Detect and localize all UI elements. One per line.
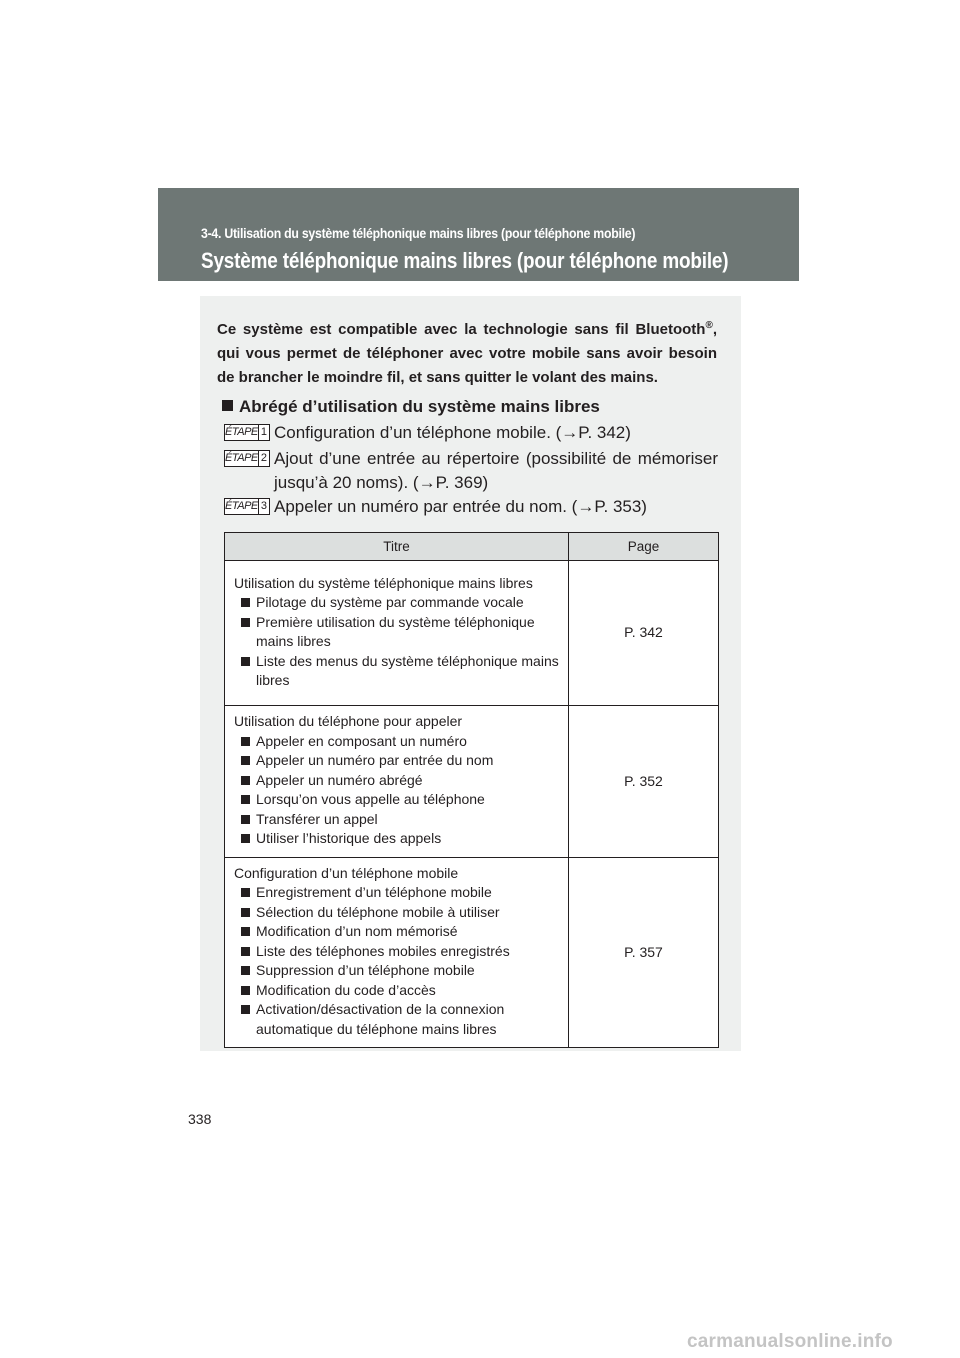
topic-items bbox=[234, 883, 562, 1039]
step-text: Ajout d’une entrée au répertoire (possibilité de mémoriser jusqu’à 20 noms). (→P. 369) bbox=[274, 449, 718, 492]
table-header-row bbox=[225, 533, 719, 561]
step-label: ÉTAPE bbox=[225, 452, 258, 464]
column-header-page: Page bbox=[569, 533, 719, 561]
column-header-title: Titre bbox=[225, 533, 569, 561]
list-item-text: Activation/désactivation de la connexion automatique du téléphone mains libres bbox=[256, 1001, 505, 1037]
list-item-text: Suppression d’un téléphone mobile bbox=[256, 962, 475, 978]
list-item bbox=[234, 829, 562, 849]
content-panel bbox=[200, 296, 741, 1051]
list-item bbox=[234, 613, 562, 652]
step-label: ÉTAPE bbox=[225, 500, 258, 512]
topic-items bbox=[234, 732, 562, 849]
list-item-text: Liste des menus du système téléphonique mains libres bbox=[256, 652, 559, 688]
chapter-header bbox=[158, 188, 799, 281]
table-row bbox=[225, 561, 719, 706]
list-item bbox=[234, 903, 562, 923]
topic-cell bbox=[225, 857, 569, 1048]
list-item bbox=[234, 961, 562, 981]
table-row bbox=[225, 706, 719, 858]
page-title: Système téléphonique mains libres (pour téléphone mobile) bbox=[201, 248, 729, 273]
list-item bbox=[234, 593, 562, 613]
table-row bbox=[225, 857, 719, 1048]
registered-mark: ® bbox=[705, 320, 713, 331]
square-bullet-icon bbox=[241, 815, 250, 824]
square-bullet-icon bbox=[241, 657, 250, 666]
square-bullet-icon bbox=[241, 598, 250, 607]
list-item-text: Utiliser l’historique des appels bbox=[256, 830, 442, 846]
step-number: 3 bbox=[258, 499, 269, 514]
page-ref: P. 342 bbox=[569, 561, 719, 706]
step-number: 1 bbox=[258, 425, 269, 440]
list-item bbox=[234, 732, 562, 752]
topic-items bbox=[234, 593, 562, 691]
list-item-text: Enregistrement d’un téléphone mobile bbox=[256, 884, 492, 900]
list-item bbox=[234, 1000, 562, 1039]
list-item-text: Appeler un numéro par entrée du nom bbox=[256, 752, 494, 768]
square-bullet-icon bbox=[241, 947, 250, 956]
step-badge bbox=[224, 498, 270, 515]
square-bullet-icon bbox=[241, 795, 250, 804]
square-bullet-icon bbox=[241, 618, 250, 627]
list-item bbox=[234, 883, 562, 903]
square-bullet-icon bbox=[222, 400, 233, 411]
section-heading: 3-4. Utilisation du système téléphonique mains libres (pour téléphone mobile) bbox=[201, 225, 636, 241]
topic-title: Utilisation du téléphone pour appeler bbox=[234, 713, 463, 729]
square-bullet-icon bbox=[241, 888, 250, 897]
square-bullet-icon bbox=[241, 737, 250, 746]
square-bullet-icon bbox=[241, 1005, 250, 1014]
list-item-text: Appeler en composant un numéro bbox=[256, 732, 467, 749]
list-item bbox=[234, 652, 562, 691]
step-badge bbox=[224, 424, 270, 441]
step-label: ÉTAPE bbox=[225, 426, 258, 438]
topic-title: Utilisation du système téléphonique mains libres bbox=[234, 574, 533, 591]
list-item-text: Lorsqu’on vous appelle au téléphone bbox=[256, 791, 485, 807]
list-item bbox=[234, 810, 562, 830]
topic-title: Configuration d’un téléphone mobile bbox=[234, 864, 459, 881]
list-item bbox=[234, 790, 562, 810]
step-number: 2 bbox=[258, 451, 269, 466]
page-ref: P. 357 bbox=[569, 857, 719, 1048]
list-item bbox=[234, 942, 562, 962]
step-text: Appeler un numéro par entrée du nom. (→P. 353) bbox=[274, 497, 647, 516]
square-bullet-icon bbox=[241, 966, 250, 975]
square-bullet-icon bbox=[241, 834, 250, 843]
topic-cell bbox=[225, 561, 569, 706]
step-text: Configuration d’un téléphone mobile. (→P. 342) bbox=[274, 423, 631, 442]
list-item-text: Transférer un appel bbox=[256, 810, 378, 827]
square-bullet-icon bbox=[241, 776, 250, 785]
list-item bbox=[234, 751, 562, 771]
list-item bbox=[234, 771, 562, 791]
step-badge bbox=[224, 450, 270, 467]
watermark[interactable]: carmanualsonline.info bbox=[687, 1331, 893, 1352]
list-item-text: Modification d’un nom mémorisé bbox=[256, 923, 458, 939]
contents-table bbox=[224, 532, 719, 1048]
list-item-text: Modification du code d’accès bbox=[256, 981, 436, 998]
page-ref: P. 352 bbox=[569, 706, 719, 858]
subheading bbox=[222, 397, 600, 417]
list-item-text: Liste des téléphones mobiles enregistrés bbox=[256, 942, 510, 959]
intro-paragraph bbox=[217, 318, 717, 390]
page-number: 338 bbox=[188, 1111, 212, 1127]
subheading-text: Abrégé d’utilisation du système mains libres bbox=[239, 397, 600, 416]
square-bullet-icon bbox=[241, 927, 250, 936]
square-bullet-icon bbox=[241, 908, 250, 917]
list-item-text: Pilotage du système par commande vocale bbox=[256, 594, 524, 610]
intro-text-continued: , qui vous permet de téléphoner avec votre mobile sans avoir besoin de brancher le moindre fil, et sans quitter le volant des mains. bbox=[217, 321, 717, 386]
list-item-text: Appeler un numéro abrégé bbox=[256, 771, 423, 788]
square-bullet-icon bbox=[241, 986, 250, 995]
list-item-text: Sélection du téléphone mobile à utiliser bbox=[256, 903, 500, 920]
list-item bbox=[234, 922, 562, 942]
square-bullet-icon bbox=[241, 756, 250, 765]
topic-cell bbox=[225, 706, 569, 858]
list-item-text: Première utilisation du système téléphonique mains libres bbox=[256, 613, 535, 649]
list-item bbox=[234, 981, 562, 1001]
intro-text: Ce système est compatible avec la technologie sans fil Bluetooth bbox=[217, 321, 706, 338]
